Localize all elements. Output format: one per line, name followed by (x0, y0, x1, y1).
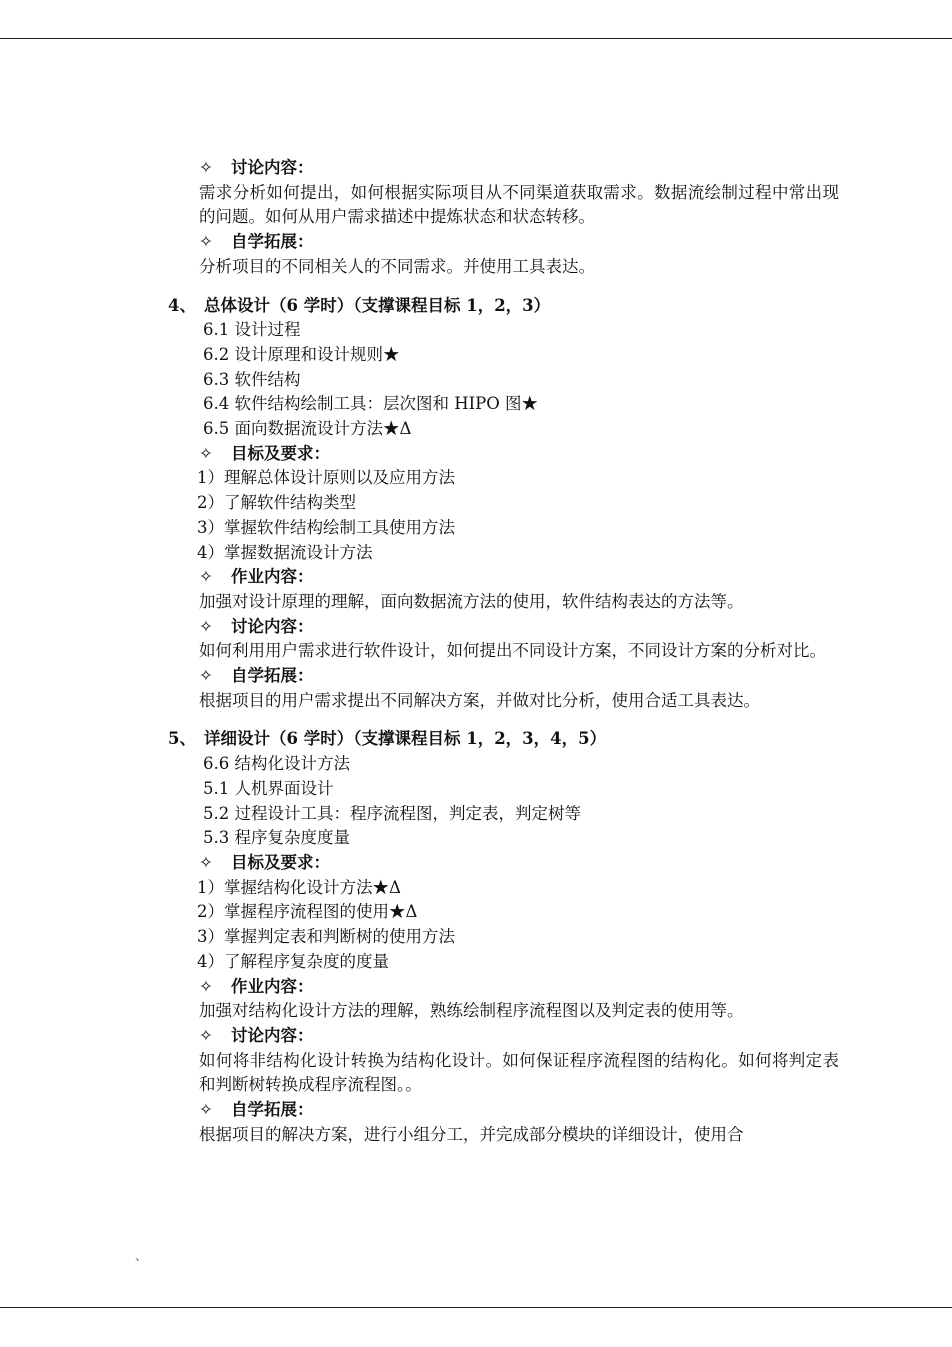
diamond-bullet-icon: ✧ (199, 158, 213, 177)
numbered-item: 3）掌握判定表和判断树的使用方法 (197, 927, 455, 947)
diamond-bullet-icon: ✧ (199, 852, 213, 872)
numbered-item: 1）掌握结构化设计方法★Δ (197, 877, 401, 897)
bullet-heading-text: 自学拓展： (231, 232, 314, 252)
diamond-bullet-icon: ✧ (199, 443, 213, 463)
topic-item: 6.5 面向数据流设计方法★Δ (203, 419, 412, 439)
paragraph: 根据项目的用户需求提出不同解决方案，并做对比分析，使用合适工具表达。 (199, 690, 760, 710)
bullet-heading-text: 自学拓展： (231, 666, 314, 686)
numbered-item: 3）掌握软件结构绘制工具使用方法 (197, 517, 455, 537)
section-number: 4、 (168, 295, 196, 315)
section-heading (0, 727, 952, 752)
numbered-item: 1）理解总体设计原则以及应用方法 (197, 468, 455, 488)
paragraph: 如何将非结构化设计转换为结构化设计。如何保证程序流程图的结构化。如何将判定表和判断树转换成程序流程图。。 (199, 1050, 839, 1095)
topic-item: 6.6 结构化设计方法 (203, 754, 350, 774)
diamond-bullet-icon: ✧ (199, 616, 213, 636)
bullet-heading (0, 615, 952, 640)
bullet-heading (0, 565, 952, 590)
footer-mark: 、 (135, 1249, 148, 1263)
numbered-item: 4）了解程序复杂度的度量 (197, 951, 389, 971)
paragraph: 需求分析如何提出，如何根据实际项目从不同渠道获取需求。数据流绘制过程中常出现的问题。如何从用户需求描述中提炼状态和状态转移。 (199, 182, 839, 227)
paragraph: 根据项目的解决方案，进行小组分工，并完成部分模块的详细设计，使用合 (199, 1124, 744, 1144)
topic-item: 6.4 软件结构绘制工具：层次图和 HIPO 图★ (203, 394, 539, 414)
diamond-bullet-icon: ✧ (199, 1025, 213, 1045)
numbered-item: 2）了解软件结构类型 (197, 493, 356, 513)
bullet-heading-text: 讨论内容： (231, 158, 314, 177)
header-rule (0, 38, 952, 39)
bullet-heading (0, 1024, 952, 1049)
footer-rule (0, 1307, 952, 1308)
topic-item: 5.3 程序复杂度度量 (203, 828, 350, 848)
topic-item: 6.1 设计过程 (203, 320, 301, 340)
bullet-heading-text: 讨论内容： (231, 1025, 314, 1045)
topic-item: 6.2 设计原理和设计规则★ (203, 344, 400, 364)
section-title: 详细设计（6 学时）（支撑课程目标 1，2，3，4，5） (204, 729, 607, 749)
paragraph: 如何利用用户需求进行软件设计，如何提出不同设计方案，不同设计方案的分析对比。 (199, 641, 826, 661)
topic-item: 5.2 过程设计工具：程序流程图，判定表，判定树等 (203, 803, 581, 823)
paragraph: 分析项目的不同相关人的不同需求。并使用工具表达。 (199, 256, 595, 276)
numbered-item: 2）掌握程序流程图的使用★Δ (197, 902, 418, 922)
section-gap (0, 280, 952, 294)
section-number: 5、 (168, 729, 196, 749)
diamond-bullet-icon: ✧ (199, 666, 213, 686)
diamond-bullet-icon: ✧ (199, 232, 213, 252)
topic-item: 5.1 人机界面设计 (203, 778, 334, 798)
bullet-heading (0, 664, 952, 689)
diamond-bullet-icon: ✧ (199, 1100, 213, 1120)
bullet-heading (0, 156, 952, 181)
bullet-heading (0, 442, 952, 467)
diamond-bullet-icon: ✧ (199, 567, 213, 587)
bullet-heading-text: 目标及要求： (231, 852, 330, 872)
numbered-item: 4）掌握数据流设计方法 (197, 542, 373, 562)
paragraph: 加强对结构化设计方法的理解，熟练绘制程序流程图以及判定表的使用等。 (199, 1001, 744, 1021)
bullet-heading-text: 作业内容： (231, 567, 314, 587)
bullet-heading (0, 1098, 952, 1123)
diamond-bullet-icon: ✧ (199, 976, 213, 996)
bullet-heading-text: 目标及要求： (231, 443, 330, 463)
bullet-heading (0, 230, 952, 255)
section-gap (0, 713, 952, 727)
bullet-heading-text: 讨论内容： (231, 616, 314, 636)
paragraph: 加强对设计原理的理解，面向数据流方法的使用，软件结构表达的方法等。 (199, 591, 744, 611)
section-heading (0, 294, 952, 319)
section-title: 总体设计（6 学时）（支撑课程目标 1，2，3） (204, 295, 551, 315)
bullet-heading-text: 自学拓展： (231, 1100, 314, 1120)
bullet-heading (0, 975, 952, 1000)
topic-item: 6.3 软件结构 (203, 369, 301, 389)
document-body (0, 156, 952, 1147)
bullet-heading-text: 作业内容： (231, 976, 314, 996)
bullet-heading (0, 851, 952, 876)
